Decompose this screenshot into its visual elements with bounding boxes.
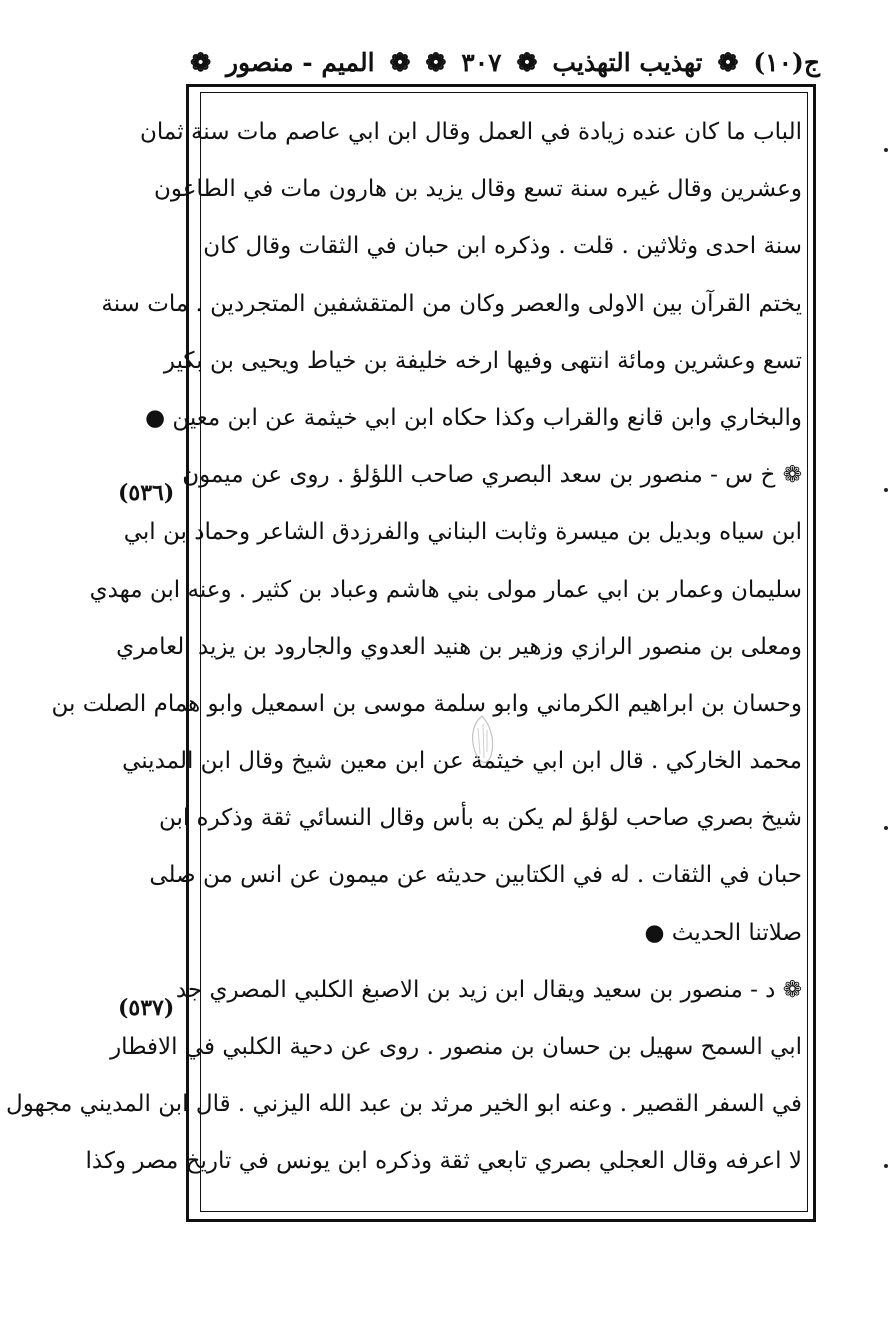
text-line: حبان في الثقات . له في الكتابين حديثه عن ميمون عن انس من صلى — [149, 862, 802, 889]
ink-smudge — [468, 714, 496, 768]
margin-dot — [884, 148, 888, 152]
entry-heading-line — [182, 447, 802, 504]
header-ornament: ❁ — [717, 47, 739, 77]
header-page-number: ٣٠٧ — [461, 47, 502, 77]
end-mark: ● — [144, 404, 166, 431]
text-line: محمد الخاركي . قال ابن ابي خيثمة عن ابن معين شيخ وقال ابن المديني — [122, 748, 802, 775]
margin-dot — [884, 1164, 888, 1168]
header-ornament: ❁ — [190, 47, 212, 77]
text-line — [144, 390, 802, 447]
text-line-content: والبخاري وابن قانع والقراب وكذا حكاه ابن ابي خيثمة عن ابن معين — [172, 404, 802, 431]
header-ornament: ❁ — [516, 47, 538, 77]
text-line-content: خ س - منصور بن سعد البصري صاحب اللؤلؤ . روى عن ميمون — [182, 462, 776, 489]
text-line — [204, 905, 802, 962]
header-book-title: تهذيب التهذيب — [552, 47, 703, 77]
margin-dot — [884, 488, 888, 492]
text-line: لا اعرفه وقال العجلي بصري تابعي ثقة وذكره ابن يونس في تاريخ مصر وكذا — [85, 1148, 802, 1175]
margin-dot — [884, 826, 888, 830]
entry-ornament: ❁ — [782, 976, 802, 1003]
entry-number-margin: (٥٣٦) — [118, 480, 175, 506]
header-section: الميم - منصور — [225, 47, 375, 77]
text-line: الباب ما كان عنده زيادة في العمل وقال ابن ابي عاصم مات سنة ثمان — [140, 119, 802, 145]
header-ornament: ❁ — [389, 47, 411, 77]
text-line: سليمان وعمار بن ابي عمار مولى بني هاشم وعباد بن كثير . وعنه ابن مهدي — [89, 576, 802, 603]
text-line-content: د - منصور بن سعيد ويقال ابن زيد بن الاصبغ الكلبي المصري جد — [175, 976, 776, 1003]
text-line: سنة احدى وثلاثين . قلت . وذكره ابن حبان في الثقات وقال كان — [203, 233, 802, 260]
header-ornament: ❁ — [425, 47, 447, 77]
text-line: في السفر القصير . وعنه ابو الخير مرثد بن عبد الله اليزني . قال ابن المديني مجهول — [6, 1091, 802, 1118]
entry-ornament: ❁ — [782, 462, 802, 489]
entry-number-margin: (٥٣٧) — [118, 995, 175, 1021]
header-volume: ج(١٠) — [753, 47, 820, 77]
text-line: ابي السمح سهيل بن حسان بن منصور . روى عن دحية الكلبي في الافطار — [110, 1034, 802, 1060]
text-line: ومعلى بن منصور الرازي وزهير بن هنيد العدوي والجارود بن يزيد العامري — [116, 633, 802, 660]
text-line: تسع وعشرين ومائة انتهى وفيها ارخه خليفة بن خياط ويحيى بن بكير — [163, 347, 802, 374]
text-line: ابن سياه وبديل بن ميسرة وثابت البناني والفرزدق الشاعر وحماد بن ابي — [123, 519, 802, 546]
text-line: يختم القرآن بين الاولى والعصر وكان من المتقشفين المتجردين . مات سنة — [101, 290, 802, 317]
entry-heading-line — [175, 962, 802, 1019]
text-line: شيخ بصري صاحب لؤلؤ لم يكن به بأس وقال النسائي ثقة وذكره ابن — [158, 805, 802, 832]
text-line-content: صلاتنا الحديث — [671, 919, 802, 946]
text-line: وعشرين وقال غيره سنة تسع وقال يزيد بن هارون مات في الطاعون — [153, 176, 802, 203]
end-mark: ● — [644, 919, 665, 946]
text-line: وحسان بن ابراهيم الكرماني وابو سلمة موسى بن اسمعيل وابو همام الصلت بن — [51, 690, 802, 717]
running-header — [190, 42, 820, 82]
